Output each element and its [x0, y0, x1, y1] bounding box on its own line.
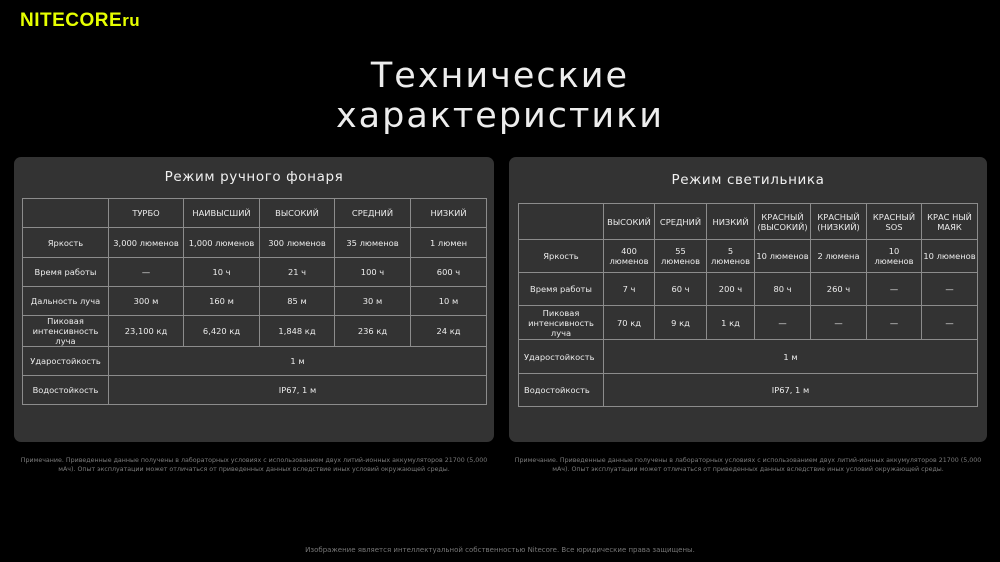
table-cell: 1,848 кд [260, 316, 335, 347]
row-label: Пиковая интенсивность луча [519, 306, 604, 340]
table-cell: 10 ч [184, 258, 260, 287]
lantern-panel-title: Режим светильника [671, 172, 825, 188]
table-cell: — [867, 273, 922, 306]
table-cell: 10 люменов [922, 240, 978, 273]
table-cell: 24 кд [411, 316, 487, 347]
table-row [23, 228, 487, 258]
table-cell: 100 ч [335, 258, 411, 287]
table-cell: 300 м [109, 287, 184, 316]
table-header-row [519, 204, 978, 240]
table-cell: 10 люменов [755, 240, 811, 273]
table-cell-merged: IP67, 1 м [604, 374, 978, 407]
table-header-row [23, 199, 487, 228]
table-row [23, 376, 487, 405]
table-header-cell: НАИВЫСШИЙ [184, 199, 260, 228]
row-label: Ударостойкость [23, 347, 109, 376]
table-cell: 7 ч [604, 273, 655, 306]
table-cell: 400 люменов [604, 240, 655, 273]
table-cell: 10 м [411, 287, 487, 316]
table-row [23, 258, 487, 287]
left-footnote: Примечание. Приведенные данные получены в лабораторных условиях с использованием двух литий-ионных аккумуляторов 21700 (5,000 мАч). Опыт эксплуатации может отличаться от приведенных данных вследствие иных условий окружающей среды. [20, 457, 488, 473]
nitecore-logo [20, 10, 140, 32]
table-cell: 1 кд [707, 306, 755, 340]
flashlight-mode-panel [14, 157, 494, 442]
table-header-cell [23, 199, 109, 228]
table-cell: — [811, 306, 867, 340]
table-row [519, 306, 978, 340]
table-cell: 70 кд [604, 306, 655, 340]
page-title-line1: Технические [370, 56, 630, 96]
table-header-cell: НИЗКИЙ [707, 204, 755, 240]
table-header-cell: КРАС НЫЙ МАЯК [922, 204, 978, 240]
table-cell: 23,100 кд [109, 316, 184, 347]
table-header-cell: КРАСНЫЙ (ВЫСОКИЙ) [755, 204, 811, 240]
table-header-cell: КРАСНЫЙ SOS [867, 204, 922, 240]
row-label: Время работы [519, 273, 604, 306]
table-cell: 200 ч [707, 273, 755, 306]
table-cell: — [755, 306, 811, 340]
table-row [23, 316, 487, 347]
page-title [0, 56, 1000, 136]
table-cell: — [922, 306, 978, 340]
table-cell-merged: IP67, 1 м [109, 376, 487, 405]
table-cell: 5 люменов [707, 240, 755, 273]
table-cell: 260 ч [811, 273, 867, 306]
table-cell-merged: 1 м [109, 347, 487, 376]
table-cell: 6,420 кд [184, 316, 260, 347]
table-row [23, 287, 487, 316]
table-header-cell: СРЕДНИЙ [335, 199, 411, 228]
flashlight-panel-title: Режим ручного фонаря [164, 169, 344, 185]
table-cell: 10 люменов [867, 240, 922, 273]
table-header-cell: ВЫСОКИЙ [604, 204, 655, 240]
table-row [23, 347, 487, 376]
table-cell: 300 люменов [260, 228, 335, 258]
table-cell: 160 м [184, 287, 260, 316]
table-cell: 9 кд [655, 306, 707, 340]
lantern-mode-panel [509, 157, 987, 442]
row-label: Дальность луча [23, 287, 109, 316]
table-cell: — [109, 258, 184, 287]
table-cell: — [867, 306, 922, 340]
table-row [519, 273, 978, 306]
table-header-cell: ВЫСОКИЙ [260, 199, 335, 228]
table-cell: 85 м [260, 287, 335, 316]
table-cell: 30 м [335, 287, 411, 316]
row-label: Водостойкость [23, 376, 109, 405]
table-cell: 600 ч [411, 258, 487, 287]
row-label: Водостойкость [519, 374, 604, 407]
row-label: Яркость [519, 240, 604, 273]
table-row [519, 240, 978, 273]
row-label: Ударостойкость [519, 340, 604, 374]
table-header-cell: КРАСНЫЙ (НИЗКИЙ) [811, 204, 867, 240]
page-title-line2: характеристики [335, 96, 665, 136]
table-cell: 35 люменов [335, 228, 411, 258]
table-header-cell: НИЗКИЙ [411, 199, 487, 228]
table-cell: 236 кд [335, 316, 411, 347]
row-label: Яркость [23, 228, 109, 258]
table-cell-merged: 1 м [604, 340, 978, 374]
table-cell: 80 ч [755, 273, 811, 306]
copyright-notice: Изображение является интеллектуальной собственностью Nitecore. Все юридические права защищены. [305, 546, 695, 554]
table-cell: 55 люменов [655, 240, 707, 273]
logo-main: NITECORE [20, 10, 123, 31]
table-header-cell: ТУРБО [109, 199, 184, 228]
flashlight-spec-table [22, 198, 487, 405]
right-footnote: Примечание. Приведенные данные получены в лабораторных условиях с использованием двух литий-ионных аккумуляторов 21700 (5,000 мАч). Опыт эксплуатации может отличаться от приведенных данных вследствие иных условий окружающей среды. [514, 457, 982, 473]
row-label: Пиковая интенсивность луча [23, 316, 109, 347]
table-row [519, 374, 978, 407]
row-label: Время работы [23, 258, 109, 287]
table-row [519, 340, 978, 374]
table-cell: 2 люмена [811, 240, 867, 273]
table-cell: 1 люмен [411, 228, 487, 258]
table-cell: 60 ч [655, 273, 707, 306]
table-cell: 3,000 люменов [109, 228, 184, 258]
lantern-spec-table [518, 203, 978, 407]
table-cell: — [922, 273, 978, 306]
table-header-cell: СРЕДНИЙ [655, 204, 707, 240]
table-cell: 1,000 люменов [184, 228, 260, 258]
table-header-cell [519, 204, 604, 240]
table-cell: 21 ч [260, 258, 335, 287]
logo-suffix: ru [122, 11, 141, 30]
